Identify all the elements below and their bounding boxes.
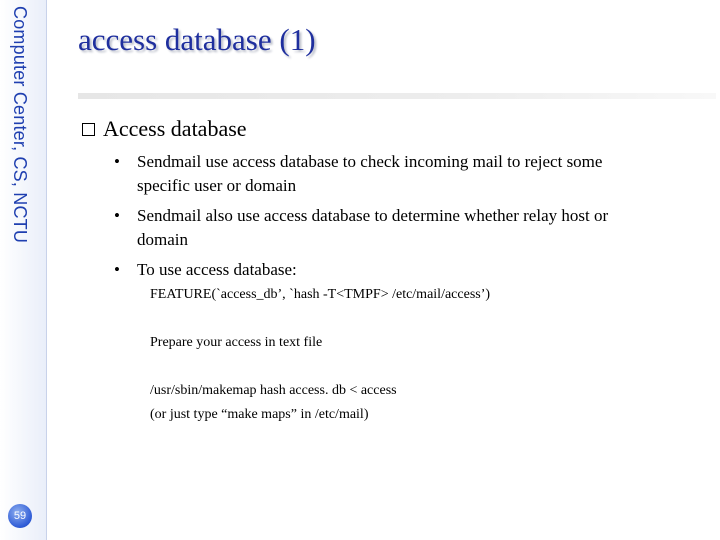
title-underline	[78, 93, 716, 99]
bullet-text: To use access database:	[137, 260, 297, 279]
sidebar-divider	[46, 0, 47, 540]
detail-line: Prepare your access in text file	[150, 335, 323, 350]
detail-line: (or just type “make maps” in /etc/mail)	[150, 407, 369, 422]
bullet-text: Sendmail also use access database to determine whether relay host or domain	[137, 206, 609, 249]
detail-line: FEATURE(`access_db’, `hash -T<TMPF> /etc/mail/access’)	[150, 287, 491, 302]
section-heading	[82, 116, 247, 142]
slide-title: access database (1)	[78, 22, 316, 57]
detail-line: /usr/sbin/makemap hash access. db < access	[150, 383, 397, 398]
section-heading-label: Access database	[103, 116, 247, 141]
bullet-dot-icon: •	[114, 152, 120, 171]
bullet-dot-icon: •	[114, 206, 120, 225]
bullet-dot-icon: •	[114, 260, 120, 279]
checkbox-bullet-icon	[82, 123, 95, 136]
sidebar-label: Computer Center, CS, NCTU	[10, 6, 30, 244]
bullet-text: Sendmail use access database to check incoming mail to reject some specific user or domain	[137, 152, 603, 195]
page-number-badge: 59	[8, 504, 32, 528]
